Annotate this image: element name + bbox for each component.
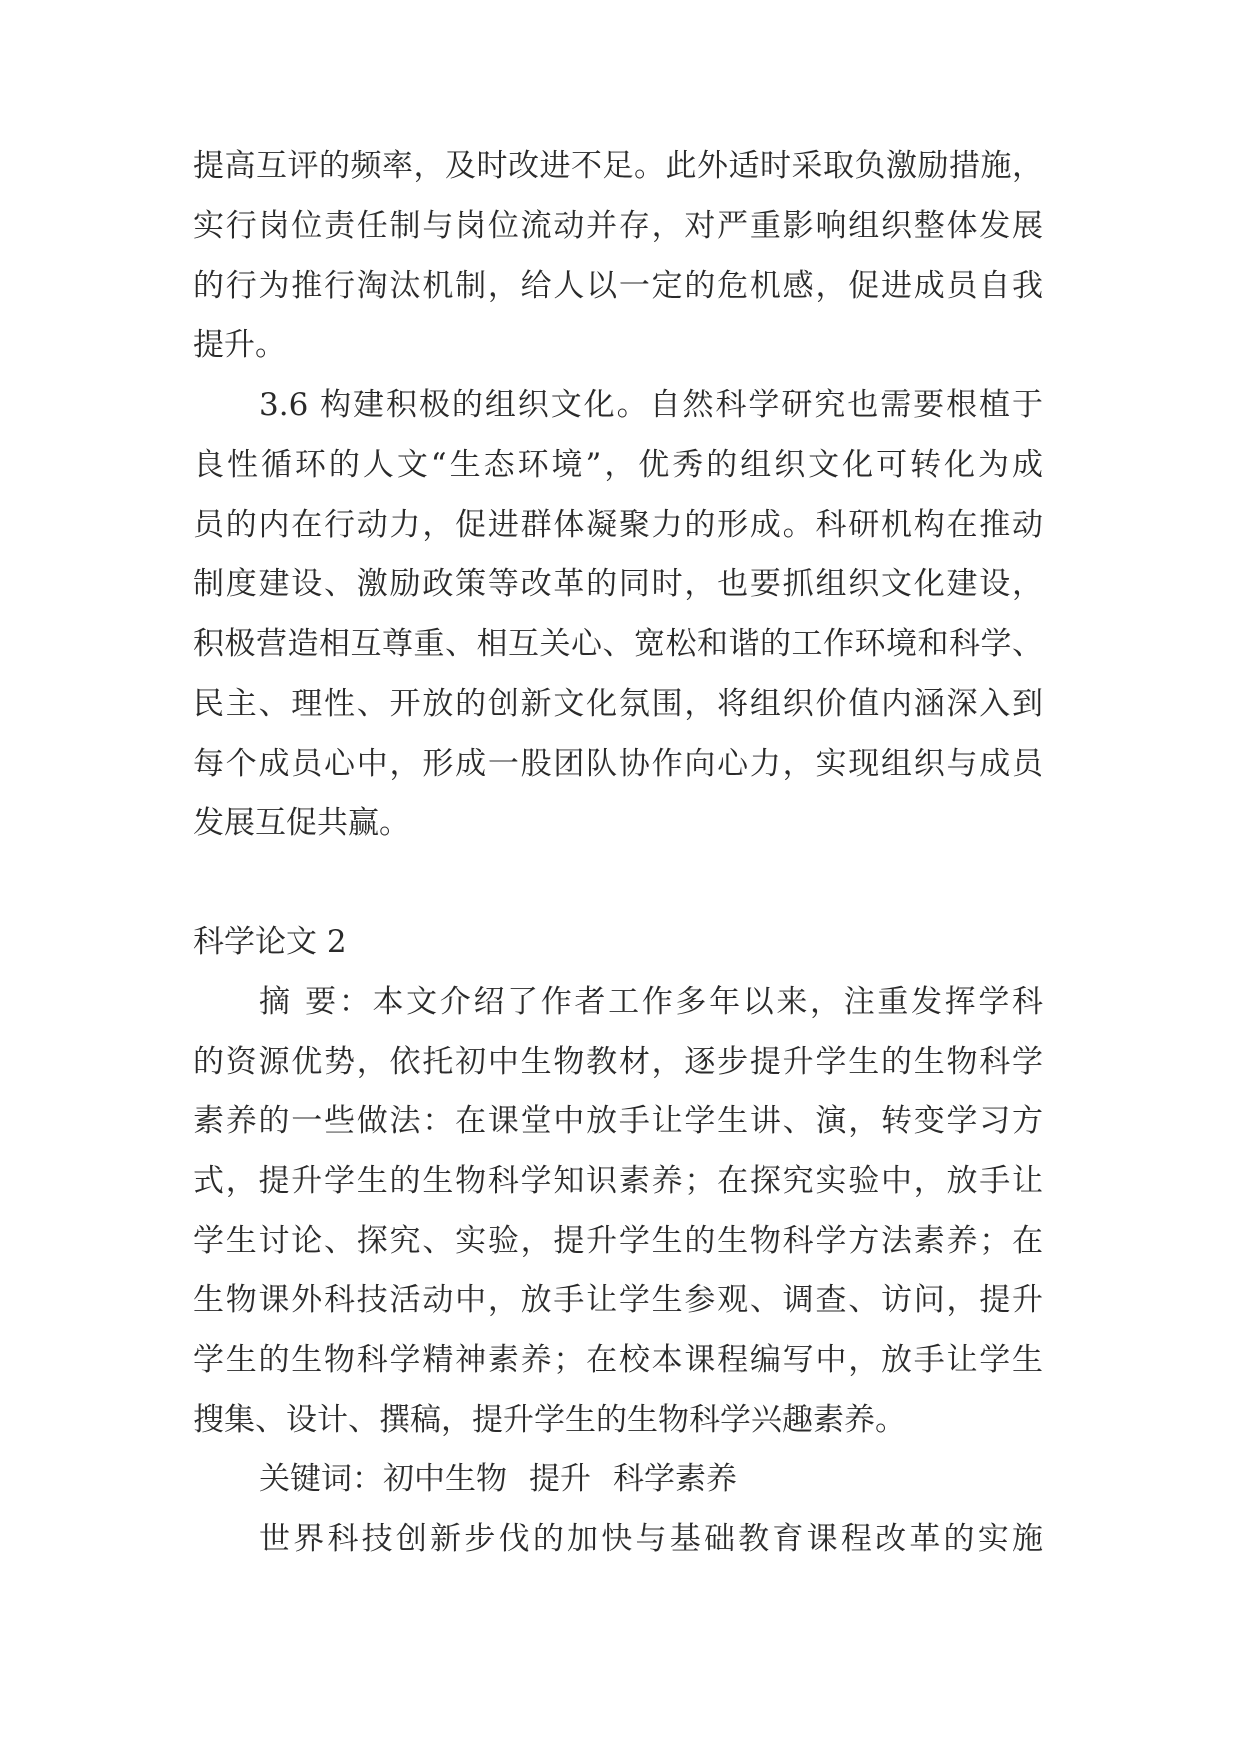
keyword: 科学素养 bbox=[613, 1461, 737, 1497]
abstract-line: 搜集、设计、撰稿，提升学生的生物科学兴趣素养。 bbox=[193, 1402, 906, 1438]
paragraph-line: 实行岗位责任制与岗位流动并存，对严重影响组织整体发展 bbox=[193, 208, 1043, 244]
paragraph-first-line: 世界科技创新步伐的加快与基础教育课程改革的实施 bbox=[259, 1521, 1043, 1557]
keywords-label: 关键词： bbox=[259, 1461, 383, 1497]
paragraph-line: 提升。 bbox=[193, 327, 286, 363]
keywords-line bbox=[259, 1449, 737, 1509]
keyword: 初中生物 bbox=[383, 1461, 507, 1497]
abstract-line: 素养的一些做法：在课堂中放手让学生讲、演，转变学习方 bbox=[193, 1103, 1043, 1139]
keyword: 提升 bbox=[529, 1461, 591, 1497]
abstract-line: 式，提升学生的生物科学知识素养；在探究实验中，放手让 bbox=[193, 1163, 1043, 1199]
abstract-line: 学生讨论、探究、实验，提升学生的生物科学方法素养；在 bbox=[193, 1223, 1043, 1259]
paragraph-line: 员的内在行动力，促进群体凝聚力的形成。科研机构在推动 bbox=[193, 507, 1043, 543]
paragraph-line: 每个成员心中，形成一股团队协作向心力，实现组织与成员 bbox=[193, 746, 1043, 782]
paragraph-line: 提高互评的频率，及时改进不足。此外适时采取负激励措施， bbox=[193, 148, 1043, 184]
abstract-line: 的资源优势，依托初中生物教材，逐步提升学生的生物科学 bbox=[193, 1044, 1043, 1080]
paper-title: 科学论文 2 bbox=[193, 924, 347, 960]
paragraph-line: 发展互促共赢。 bbox=[193, 805, 410, 841]
paragraph-line: 积极营造相互尊重、相互关心、宽松和谐的工作环境和科学、 bbox=[193, 626, 1043, 662]
paragraph-line: 制度建设、激励政策等改革的同时，也要抓组织文化建设， bbox=[193, 566, 1043, 602]
paragraph-line: 的行为推行淘汰机制，给人以一定的危机感，促进成员自我 bbox=[193, 268, 1043, 304]
abstract-line: 生物课外科技活动中，放手让学生参观、调查、访问，提升 bbox=[193, 1282, 1043, 1318]
paragraph-first-line: 3.6 构建积极的组织文化。自然科学研究也需要根植于 bbox=[259, 387, 1043, 423]
paragraph-line: 民主、理性、开放的创新文化氛围，将组织价值内涵深入到 bbox=[193, 686, 1043, 722]
paragraph-line: 良性循环的人文“生态环境”，优秀的组织文化可转化为成 bbox=[193, 447, 1043, 483]
abstract-first-line: 摘 要：本文介绍了作者工作多年以来，注重发挥学科 bbox=[259, 984, 1043, 1020]
abstract-line: 学生的生物科学精神素养；在校本课程编写中，放手让学生 bbox=[193, 1342, 1043, 1378]
